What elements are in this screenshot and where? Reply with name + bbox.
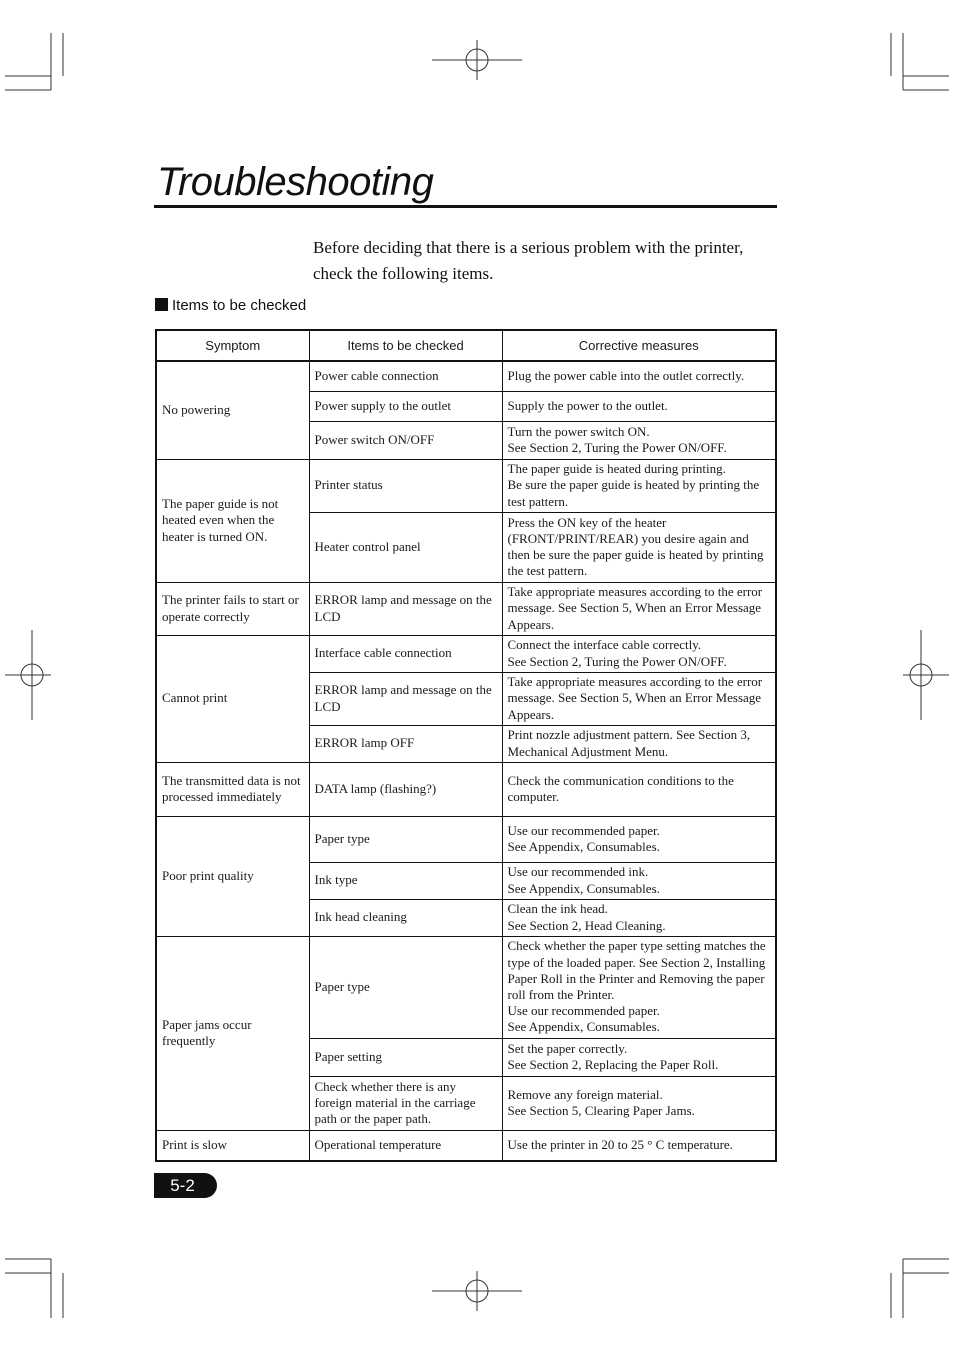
item-cell: ERROR lamp and message on the LCD (309, 582, 502, 635)
title-rule (154, 205, 777, 208)
item-cell: Ink head cleaning (309, 899, 502, 936)
item-cell: Paper type (309, 816, 502, 862)
table-header-row (156, 330, 776, 361)
header-items-to-be-checked: Items to be checked (309, 330, 502, 361)
measure-cell: Supply the power to the outlet. (502, 391, 776, 421)
troubleshooting-table (155, 329, 777, 1162)
section-heading-label: Items to be checked (172, 297, 307, 314)
table-row (156, 582, 776, 635)
symptom-cell: Print is slow (156, 1130, 309, 1161)
header-symptom: Symptom (156, 330, 309, 361)
page-title: Troubleshooting (157, 160, 434, 204)
symptom-cell: Paper jams occur frequently (156, 936, 309, 1130)
measure-cell: Use our recommended paper. See Appendix, Consumables. (502, 816, 776, 862)
table-row (156, 816, 776, 862)
item-cell: DATA lamp (flashing?) (309, 762, 502, 816)
measure-cell: Take appropriate measures according to the error message. See Section 5, When an Error Message Appears. (502, 582, 776, 635)
table-row (156, 459, 776, 512)
measure-cell: Clean the ink head. See Section 2, Head Cleaning. (502, 899, 776, 936)
item-cell: Paper setting (309, 1038, 502, 1076)
measure-cell: The paper guide is heated during printing. Be sure the paper guide is heated by printing the test pattern. (502, 459, 776, 512)
symptom-cell: The paper guide is not heated even when the heater is turned ON. (156, 459, 309, 582)
measure-cell: Use our recommended ink. See Appendix, Consumables. (502, 862, 776, 899)
measure-cell: Use the printer in 20 to 25 ° C temperature. (502, 1130, 776, 1161)
measure-cell: Plug the power cable into the outlet correctly. (502, 361, 776, 391)
table-row (156, 936, 776, 1038)
item-cell: Operational temperature (309, 1130, 502, 1161)
item-cell: Power cable connection (309, 361, 502, 391)
section-heading (155, 297, 306, 315)
item-cell: Check whether there is any foreign material in the carriage path or the paper path. (309, 1076, 502, 1130)
table-row (156, 1130, 776, 1161)
measure-cell: Check the communication conditions to the computer. (502, 762, 776, 816)
symptom-cell: Poor print quality (156, 816, 309, 936)
measure-cell: Print nozzle adjustment pattern. See Section 3, Mechanical Adjustment Menu. (502, 725, 776, 762)
header-corrective-measures: Corrective measures (502, 330, 776, 361)
item-cell: Ink type (309, 862, 502, 899)
item-cell: ERROR lamp OFF (309, 725, 502, 762)
item-cell: Paper type (309, 936, 502, 1038)
intro-paragraph: Before deciding that there is a serious problem with the printer, check the following items. (313, 238, 744, 283)
item-cell: Interface cable connection (309, 635, 502, 672)
measure-cell: Check whether the paper type setting matches the type of the loaded paper. See Section 2, Installing Paper Roll in the Printer and Removing the paper roll from the Printer. Use our recommended paper. See Appendix, Consumables. (502, 936, 776, 1038)
item-cell: Power supply to the outlet (309, 391, 502, 421)
item-cell: Printer status (309, 459, 502, 512)
measure-cell: Press the ON key of the heater (FRONT/PRINT/REAR) you desire again and then be sure the paper guide is heated by printing the test pattern. (502, 512, 776, 582)
item-cell: ERROR lamp and message on the LCD (309, 672, 502, 725)
page-number-badge: 5-2 (154, 1173, 217, 1198)
measure-cell: Take appropriate measures according to the error message. See Section 5, When an Error Message Appears. (502, 672, 776, 725)
measure-cell: Turn the power switch ON. See Section 2, Turing the Power ON/OFF. (502, 421, 776, 459)
table-row (156, 635, 776, 672)
measure-cell: Remove any foreign material. See Section 5, Clearing Paper Jams. (502, 1076, 776, 1130)
measure-cell: Connect the interface cable correctly. See Section 2, Turing the Power ON/OFF. (502, 635, 776, 672)
item-cell: Power switch ON/OFF (309, 421, 502, 459)
symptom-cell: The transmitted data is not processed immediately (156, 762, 309, 816)
table-row (156, 762, 776, 816)
item-cell: Heater control panel (309, 512, 502, 582)
measure-cell: Set the paper correctly. See Section 2, Replacing the Paper Roll. (502, 1038, 776, 1076)
square-bullet-icon (155, 298, 168, 311)
table-row (156, 361, 776, 391)
symptom-cell: Cannot print (156, 635, 309, 762)
symptom-cell: No powering (156, 361, 309, 459)
symptom-cell: The printer fails to start or operate correctly (156, 582, 309, 635)
